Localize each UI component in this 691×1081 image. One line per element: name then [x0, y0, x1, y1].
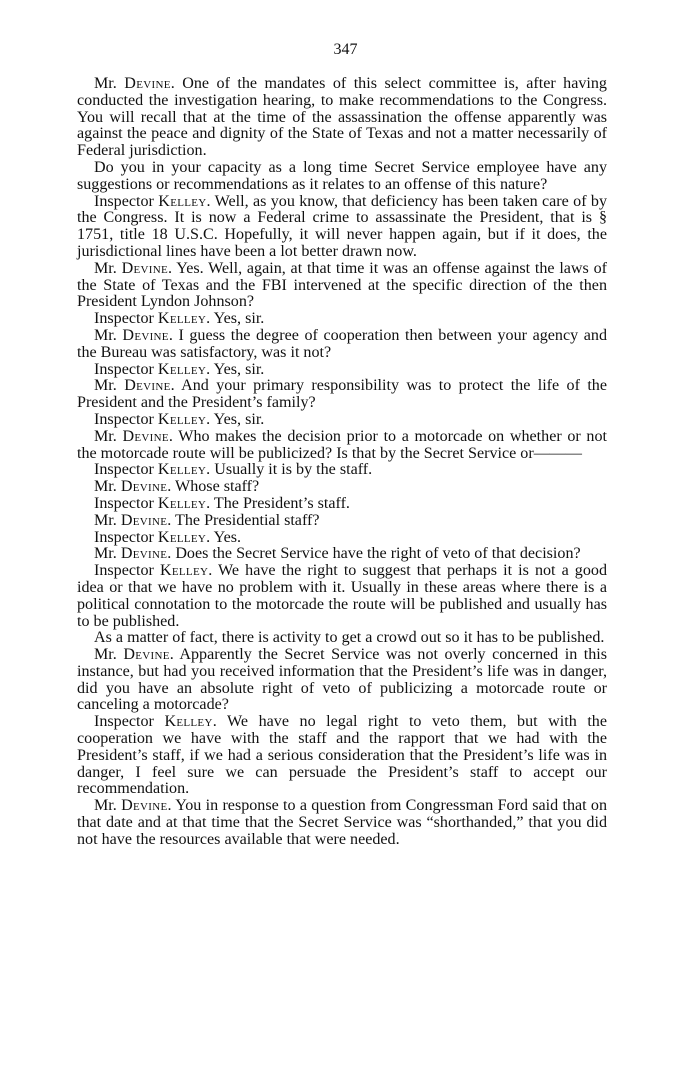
speaker-name: Kelley	[159, 562, 209, 580]
paragraph	[77, 429, 607, 463]
paragraph	[77, 76, 607, 160]
paragraph-text: . Yes. Well, again, at that time it was an offense against the laws of the State of Texas and the FBI intervened at the specific direction of the then President Lyndon Johnson?	[77, 259, 607, 311]
speaker-name: Devine	[120, 545, 168, 563]
speaker-name: Kelley	[158, 192, 207, 210]
paragraph	[77, 647, 607, 714]
page-number: 347	[333, 41, 358, 58]
speaker-title: Mr.	[94, 326, 117, 344]
speaker-title: Mr.	[94, 377, 117, 395]
paragraph-text: . Apparently the Secret Service was not overly concerned in this instance, but had you received information that the President’s life was in danger, did you have an absolute right of veto of publicizing a motorcade route or canceling a motorcade?	[77, 646, 607, 714]
speaker-title: Inspector	[94, 528, 154, 546]
speaker-title: Inspector	[94, 410, 154, 428]
speaker-name: Devine	[122, 326, 169, 344]
paragraph	[77, 311, 607, 328]
speaker-title: Mr.	[94, 478, 117, 496]
speaker-title: Inspector	[94, 494, 154, 512]
paragraph	[77, 261, 607, 311]
speaker-title: Mr.	[94, 511, 117, 529]
speaker-name: Devine	[124, 75, 171, 92]
speaker-title: Mr.	[94, 259, 117, 277]
paragraph	[77, 194, 607, 261]
paragraph-text: . Whose staff?	[167, 478, 260, 496]
speaker-title: Inspector	[94, 713, 154, 731]
speaker-title: Mr.	[94, 545, 117, 563]
paragraph-text: . Yes, sir.	[206, 410, 265, 428]
speaker-title: Inspector	[94, 461, 154, 479]
speaker-name: Kelley	[157, 410, 207, 428]
paragraph-text: . The President’s staff.	[206, 494, 350, 512]
paragraph	[77, 630, 607, 647]
speaker-name: Kelley	[157, 360, 207, 378]
speaker-name: Devine	[121, 797, 168, 815]
paragraph	[77, 496, 607, 513]
speaker-name: Devine	[124, 377, 171, 395]
paragraph-text: . We have no legal right to veto them, but with the cooperation we have with the staff and the rapport that we had with the President’s staff, if we had a serious consideration that the President’s life was in danger, I feel sure we can persuade the President’s staff to accept our recommendation.	[77, 713, 607, 798]
speaker-title: Mr.	[94, 797, 117, 815]
paragraph	[77, 462, 607, 479]
paragraph	[77, 328, 607, 362]
paragraph	[77, 546, 607, 563]
speaker-title: Mr.	[94, 646, 117, 664]
speaker-title: Mr.	[94, 427, 117, 445]
paragraph-text: . Does the Secret Service have the right of veto of that decision?	[167, 545, 581, 563]
paragraph	[77, 362, 607, 379]
paragraph	[77, 798, 607, 848]
speaker-name: Devine	[120, 478, 168, 496]
speaker-title: Inspector	[94, 310, 154, 328]
speaker-name: Devine	[120, 511, 168, 529]
paragraph-text: . I guess the degree of cooperation then between your agency and the Bureau was satisfactory, was it not?	[77, 326, 607, 361]
paragraph-text: . One of the mandates of this select committee is, after having conducted the investigation hearing, to make recommendations to the Congress. You will recall that at the time of the assassination the offense apparently was against the peace and dignity of the State of Texas and not a matter necessarily of Federal jurisdiction.	[77, 75, 607, 160]
speaker-title: Mr.	[94, 75, 117, 92]
paragraph	[77, 530, 607, 547]
paragraph-text: . We have the right to suggest that perhaps it is not a good idea or that we have no problem with it. Usually in these areas where there is a political connotation to the motorcade the route will be published and usually has to be published.	[77, 562, 607, 630]
paragraph-text: . The Presidential staff?	[167, 511, 320, 529]
paragraph-text: . Yes, sir.	[206, 310, 265, 328]
speaker-name: Kelley	[157, 310, 207, 328]
paragraph-text: . You in response to a question from Congressman Ford said that on that date and at that time that the Secret Service was “shorthanded,” that you did not have the resources available that were needed.	[77, 797, 607, 848]
speaker-title: Inspector	[94, 360, 154, 378]
speaker-name: Devine	[123, 646, 170, 664]
paragraph-text: . Who makes the decision prior to a motorcade on whether or not the motorcade route will be publicized? Is that by the Secret Service or———	[77, 427, 607, 462]
speaker-name: Kelley	[157, 494, 207, 512]
paragraph-text: As a matter of fact, there is activity to get a crowd out so it has to be published.	[94, 629, 605, 647]
speaker-name: Devine	[121, 259, 169, 277]
speaker-name: Kelley	[157, 528, 207, 546]
paragraph	[77, 412, 607, 429]
paragraph-text: . And your primary responsibility was to protect the life of the President and the President’s family?	[77, 377, 607, 412]
paragraph	[77, 378, 607, 412]
paragraph-text: Do you in your capacity as a long time Secret Service employee have any suggestions or recommendations as it relates to an offense of this nature?	[77, 158, 607, 193]
paragraph-text: . Yes, sir.	[206, 360, 265, 378]
paragraph-text: . Usually it is by the staff.	[206, 461, 373, 479]
paragraph-text: . Well, as you know, that deficiency has been taken care of by the Congress. It is now a Federal crime to assassinate the President, that is § 1751, title 18 U.S.C. Hopefully, it will never happen again, but if it does, the jurisdictional lines have been a lot better drawn now.	[77, 192, 608, 260]
speaker-name: Devine	[122, 427, 169, 445]
document-body	[77, 76, 607, 849]
speaker-name: Kelley	[157, 461, 207, 479]
speaker-name: Kelley	[164, 713, 213, 731]
speaker-title: Inspector	[94, 192, 154, 210]
paragraph	[77, 160, 607, 194]
paragraph	[77, 479, 607, 496]
paragraph-text: . Yes.	[206, 528, 242, 546]
paragraph	[77, 513, 607, 530]
paragraph	[77, 563, 607, 630]
paragraph	[77, 714, 607, 798]
speaker-title: Inspector	[94, 562, 154, 580]
